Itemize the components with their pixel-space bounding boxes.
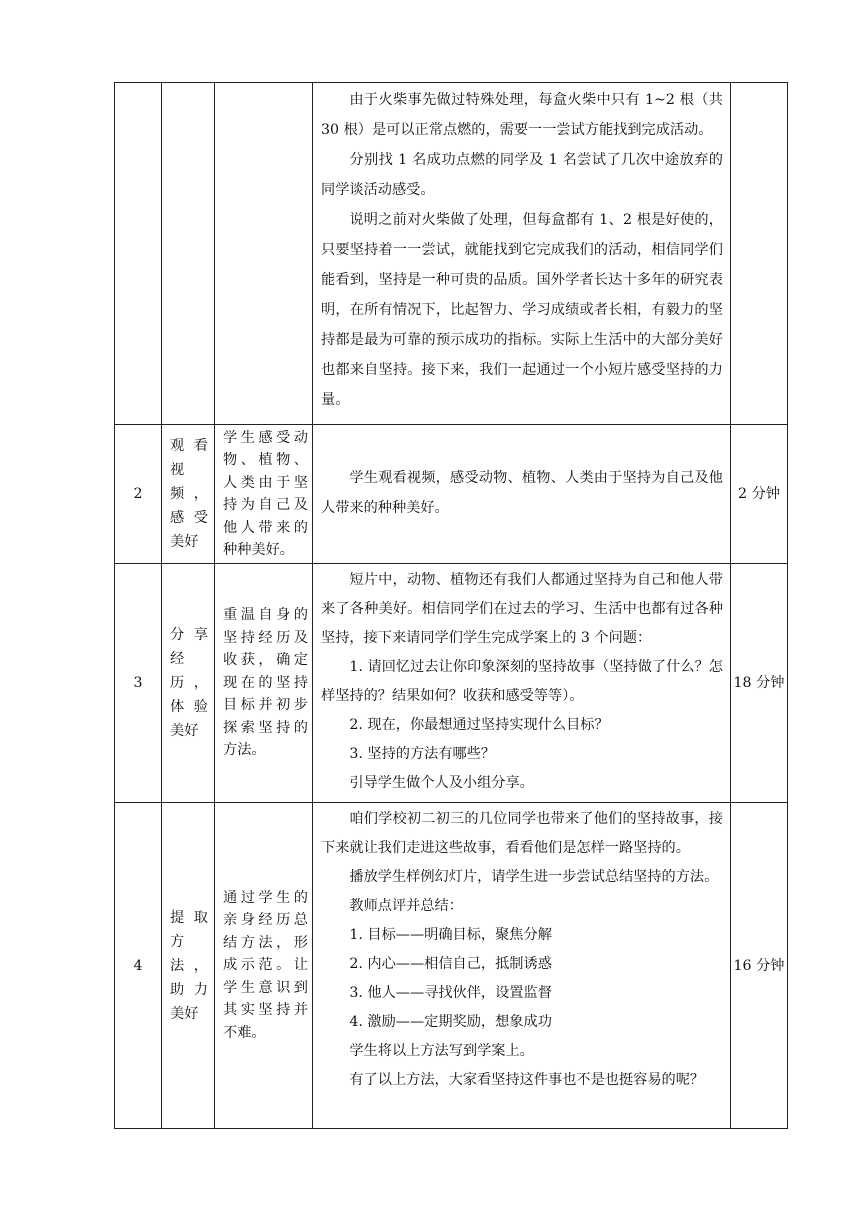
content-paragraph: 短片中，动物、植物还有我们人都通过坚持为自己和他人带来了各种美好。相信同学们在过去的学习、生活中也都有过各种坚持，接下来请同学们学生完成学案上的 3 个问题：: [321, 572, 723, 646]
row-number: [115, 83, 162, 425]
table-row: [115, 83, 788, 425]
table-row: [115, 425, 788, 564]
step-goal: [215, 425, 313, 564]
content-paragraph: 分别找 1 名成功点燃的同学及 1 名尝试了几次中途放弃的同学谈活动感受。: [321, 152, 723, 198]
content-item: 有了以上方法，大家看坚持这件事也不是也挺容易的呢？: [349, 1072, 705, 1088]
row-number: 3: [115, 564, 162, 803]
lesson-plan-table: [114, 82, 788, 1129]
step-content: [313, 803, 731, 1129]
step-goal: [215, 564, 313, 803]
step-duration: 2 分钟: [731, 425, 788, 564]
step-duration: [731, 83, 788, 425]
step-goal-text: 重温自身的坚持经历及收获，确定现在的坚持目标并初步探索坚持的方法。: [223, 607, 308, 759]
content-item: 3. 他人——寻找伙伴，设置监督: [349, 985, 552, 1001]
table-row: [115, 803, 788, 1129]
step-title-text: 观看视频，感受美好: [170, 438, 208, 550]
step-content: [313, 425, 731, 564]
row-number: 4: [115, 803, 162, 1129]
step-content: [313, 564, 731, 803]
content-paragraph: 1. 请回忆过去让你印象深刻的坚持故事（坚持做了什么？怎样坚持的？结果如何？收获和感受等等）。: [321, 659, 723, 704]
step-goal-text: 通过学生的亲身经历总结方法，形成示范。让学生意识到其实坚持并不难。: [223, 889, 308, 1041]
content-item: 学生将以上方法写到学案上。: [349, 1043, 534, 1059]
content-item: 2. 内心——相信自己，抵制诱惑: [349, 956, 552, 972]
content-item: 4. 激励——定期奖励，想象成功: [349, 1014, 552, 1030]
step-goal: [215, 83, 313, 425]
content-item: 3. 坚持的方法有哪些？: [349, 746, 496, 762]
step-content: [313, 83, 731, 425]
step-title-text: 提取方法，助力美好: [170, 909, 208, 1022]
content-paragraph: 学生观看视频，感受动物、植物、人类由于坚持为自己及他人带来的种种美好。: [321, 470, 723, 516]
step-goal-text: 学生感受动物、植物、人类由于坚持为自己及他人带来的种种美好。: [223, 429, 308, 558]
content-item: 2. 现在，你最想通过坚持实现什么目标？: [349, 717, 609, 733]
step-duration: 16 分钟: [731, 803, 788, 1129]
step-title: [162, 564, 215, 803]
content-item: 1. 目标——明确目标，聚焦分解: [349, 927, 552, 943]
step-goal: [215, 803, 313, 1129]
step-title-text: 分享经历，体验美好: [170, 627, 208, 739]
row-number: 2: [115, 425, 162, 564]
step-duration: 18 分钟: [731, 564, 788, 803]
step-title: [162, 425, 215, 564]
content-paragraph: 播放学生样例幻灯片，请学生进一步尝试总结坚持的方法。: [349, 869, 719, 885]
content-paragraph: 说明之前对火柴做了处理，但每盒都有 1、2 根是好使的，只要坚持着一一尝试，就能找到它完成我们的活动，相信同学们能看到，坚持是一种可贵的品质。国外学者长达十多年的研究表明，在所有情况下，比起智力、学习成绩或者长相，有毅力的坚持都是最为可靠的预示成功的指标。实际上生活中的大部分美好也都来自坚持。接下来，我们一起通过一个小短片感受坚持的力量。: [321, 212, 723, 408]
step-title: [162, 803, 215, 1129]
content-paragraph: 咱们学校初二初三的几位同学也带来了他们的坚持故事，接下来就让我们走进这些故事，看看他们是怎样一路坚持的。: [321, 811, 723, 856]
content-paragraph: 由于火柴事先做过特殊处理，每盒火柴中只有 1~2 根（共 30 根）是可以正常点燃的，需要一一尝试方能找到完成活动。: [321, 92, 723, 138]
step-title: [162, 83, 215, 425]
content-item: 引导学生做个人及小组分享。: [349, 775, 534, 791]
table-row: [115, 564, 788, 803]
content-item: 教师点评并总结：: [349, 898, 463, 914]
